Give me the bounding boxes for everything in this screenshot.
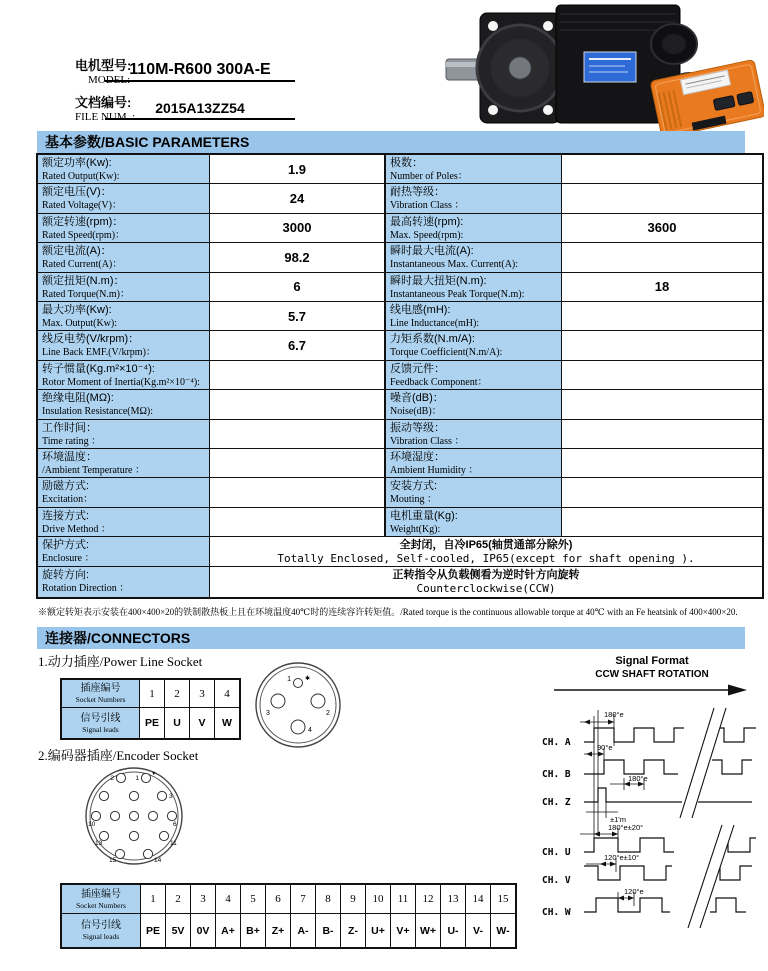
left-parameter-value: 24: [210, 184, 385, 213]
encoder-socket-number-cell: 1: [140, 885, 165, 913]
power-socket-lead-cell: PE: [139, 708, 164, 738]
encoder-socket-lead-cell: V-: [465, 914, 490, 947]
encoder-socket-lead-cell: U-: [440, 914, 465, 947]
rotation-direction-label: 旋转方向: Rotation Direction ：: [38, 567, 210, 597]
encoder-socket-lead-cell: PE: [140, 914, 165, 947]
socket-numbers-header-2: 插座编号 Socket Numbers: [62, 885, 140, 913]
socket-numbers-header: 插座编号 Socket Numbers: [62, 680, 139, 707]
right-parameter-label: 瞬时最大扭矩(N.m): Instantaneous Peak Torque(N.m):: [385, 273, 562, 302]
svg-text:1: 1: [135, 775, 139, 782]
rotation-direction-arrow-icon: [554, 685, 747, 696]
motor-flange-graphic: [477, 13, 563, 123]
right-parameter-label: 噪音(dB)： Noise(dB)：: [385, 390, 562, 419]
encoder-socket-number-cell: 14: [465, 885, 490, 913]
wave-v: [584, 866, 672, 880]
enclosure-row: [38, 537, 762, 567]
encoder-socket-number-cell: 12: [415, 885, 440, 913]
power-socket-number-cell: 4: [214, 680, 239, 707]
power-socket-lead-cell: W: [214, 708, 239, 738]
left-parameter-label: 额定转速(rpm)： Rated Speed(rpm)：: [38, 214, 210, 243]
left-parameter-value: [210, 390, 385, 419]
left-parameter-label: 工作时间： Time rating ：: [38, 420, 210, 449]
power-socket-numbers-row: [62, 680, 239, 707]
dimension-arrows: [584, 720, 644, 901]
encoder-socket-lead-cell: B+: [240, 914, 265, 947]
encoder-socket-number-cell: 9: [340, 885, 365, 913]
encoder-socket-number-cell: 6: [265, 885, 290, 913]
right-parameter-value: [562, 390, 762, 419]
svg-text:10: 10: [88, 821, 96, 828]
encoder-socket-lead-cell: W-: [490, 914, 515, 947]
left-parameter-label: 额定扭矩(N.m)： Rated Torque(N.m)：: [38, 273, 210, 302]
model-label-cn: 电机型号:: [75, 58, 132, 73]
left-parameter-value: [210, 478, 385, 507]
left-parameter-label: 线反电势(V/krpm)： Line Back EMF.(V/krpm)：: [38, 331, 210, 360]
right-parameter-label: 电机重量(Kg): Weight(Kg):: [385, 508, 562, 537]
channel-w-label: CH. W: [542, 907, 571, 918]
model-value: 110M-R600 300A-E: [105, 60, 295, 82]
right-parameter-label: 线电感(mH): Line Inductance(mH):: [385, 302, 562, 331]
svg-text:13: 13: [95, 840, 103, 847]
left-parameter-value: 98.2: [210, 243, 385, 272]
left-parameter-value: 5.7: [210, 302, 385, 331]
power-pin-3: [271, 694, 285, 708]
encoder-socket-diagram: [84, 766, 184, 866]
encoder-socket-number-cell: 4: [215, 885, 240, 913]
channel-b-label: CH. B: [542, 769, 571, 780]
power-socket-diagram: [252, 659, 344, 751]
annotation-b-180e: 180°e: [628, 774, 648, 783]
signal-format-diagram: [540, 650, 768, 950]
right-parameter-label: 环境湿度： Ambient Humidity ：: [385, 449, 562, 478]
encoder-socket-lead-cell: A+: [215, 914, 240, 947]
file-label-cn: 文档编号:: [75, 95, 132, 110]
left-parameter-value: 6.7: [210, 331, 385, 360]
right-parameter-value: [562, 420, 762, 449]
left-parameter-label: 额定电压(V)： Rated Voltage(V)：: [38, 184, 210, 213]
power-socket-number-cell: 1: [139, 680, 164, 707]
power-pin-2-label: 2: [326, 710, 330, 717]
encoder-socket-number-cell: 13: [440, 885, 465, 913]
left-parameter-label: 转子惯量(Kg.m²×10⁻⁴): Rotor Moment of Inertia(Kg.m²×10⁻⁴):: [38, 361, 210, 390]
left-parameter-label: 励磁方式: Excitation：: [38, 478, 210, 507]
enclosure-value: 全封闭，自冷IP65(轴贯通部分除外) Totally Enclosed, Self-cooled, IP65(except for shaft opening ).: [210, 537, 762, 567]
left-parameter-label: 额定功率(Kw): Rated Output(Kw):: [38, 155, 210, 184]
encoder-socket-numbers-row: [62, 885, 515, 913]
annotation-u: 180°e±20°: [608, 823, 644, 832]
wave-z: [584, 788, 682, 802]
right-parameter-label: 瞬时最大电流(A): Instantaneous Max. Current(A):: [385, 243, 562, 272]
annotation-w: 120°e: [624, 887, 644, 896]
signal-title: Signal Format: [615, 655, 689, 667]
power-socket-heading: 1.动力插座/Power Line Socket: [38, 654, 203, 669]
file-label-en: FILE NUM. :: [75, 111, 136, 123]
power-pin-4: [291, 720, 305, 734]
right-parameter-label: 安装方式: Mouting ：: [385, 478, 562, 507]
encoder-socket-table: [60, 883, 517, 949]
encoder-socket-lead-cell: Z+: [265, 914, 290, 947]
parameter-row: [38, 361, 762, 390]
right-parameter-value: [562, 508, 762, 537]
signal-leads-header-2: 信号引线 Signal leads: [62, 914, 140, 947]
motor-nameplate-sticker: [584, 52, 636, 82]
channel-v-label: CH. V: [542, 875, 571, 886]
power-pin-2: [311, 694, 325, 708]
power-pin-1-mark-icon: ✱: [305, 676, 311, 682]
basic-parameters-rows: [38, 155, 762, 537]
parameter-row: [38, 508, 762, 537]
parameter-row: [38, 243, 762, 272]
rotation-direction-value: 正转指令从负载侧看为逆时针方向旋转 Counterclockwise(CCW): [392, 569, 580, 596]
encoder-socket-lead-cell: V+: [390, 914, 415, 947]
right-parameter-label: 极数： Number of Poles：: [385, 155, 562, 184]
encoder-socket-heading: 2.编码器插座/Encoder Socket: [38, 748, 199, 763]
file-number-value: 2015A13ZZ54: [105, 98, 295, 120]
power-socket-lead-cell: V: [189, 708, 214, 738]
power-pin-1: [294, 679, 303, 688]
channel-u-label: CH. U: [542, 847, 571, 858]
basic-parameters-section-title: 基本参数/BASIC PARAMETERS: [37, 131, 745, 153]
left-parameter-value: [210, 508, 385, 537]
encoder-socket-lead-cell: 0V: [190, 914, 215, 947]
power-socket-table: [60, 678, 241, 740]
connectors-section-title: 连接器/CONNECTORS: [37, 627, 745, 649]
encoder-socket-number-cell: 10: [365, 885, 390, 913]
basic-parameters-table: [36, 153, 764, 599]
power-socket-leads-row: [62, 707, 239, 738]
right-parameter-label: 反馈元件： Feedback Component：: [385, 361, 562, 390]
encoder-socket-lead-cell: Z-: [340, 914, 365, 947]
encoder-socket-number-cell: 2: [165, 885, 190, 913]
encoder-socket-lead-cell: B-: [315, 914, 340, 947]
encoder-socket-number-cell: 3: [190, 885, 215, 913]
left-parameter-value: [210, 361, 385, 390]
left-parameter-label: 连接方式: Drive Method ：: [38, 508, 210, 537]
left-parameter-label: 环境温度： /Ambient Temperature ：: [38, 449, 210, 478]
parameter-row: [38, 449, 762, 478]
left-parameter-value: 6: [210, 273, 385, 302]
encoder-socket-number-cell: 8: [315, 885, 340, 913]
parameter-row: [38, 273, 762, 302]
power-pin-3-label: 3: [266, 710, 270, 717]
encoder-socket-lead-cell: A-: [290, 914, 315, 947]
encoder-socket-number-cell: 5: [240, 885, 265, 913]
model-label-en: MODEL:: [88, 74, 131, 86]
right-parameter-value: [562, 449, 762, 478]
right-parameter-value: [562, 243, 762, 272]
encoder-socket-lead-cell: U+: [365, 914, 390, 947]
parameter-row: [38, 478, 762, 507]
right-parameter-label: 耐热等级： Vibration Class ：: [385, 184, 562, 213]
channel-a-label: CH. A: [542, 737, 571, 748]
annotation-z-1m: ±1'm: [610, 815, 626, 824]
svg-text:6: 6: [173, 821, 177, 828]
wave-a: [584, 728, 684, 742]
channel-z-label: CH. Z: [542, 797, 571, 808]
encoder-socket-lead-cell: 5V: [165, 914, 190, 947]
encoder-socket-number-cell: 7: [290, 885, 315, 913]
signal-subtitle: CCW SHAFT ROTATION: [595, 669, 709, 680]
left-parameter-value: [210, 449, 385, 478]
power-pin-1-label: 1: [287, 676, 291, 683]
svg-text:14: 14: [154, 857, 162, 864]
svg-text:3: 3: [169, 793, 173, 800]
right-parameter-value: [562, 155, 762, 184]
left-parameter-label: 绝缘电阻(MΩ): Insulation Resistance(MΩ):: [38, 390, 210, 419]
parameter-row: [38, 184, 762, 213]
right-parameter-value: [562, 331, 762, 360]
wave-u: [584, 838, 674, 852]
right-parameter-label: 最高转速(rpm): Max. Speed(rpm):: [385, 214, 562, 243]
svg-text:15: 15: [109, 857, 117, 864]
right-parameter-label: 力矩系数(N.m/A): Torque Coefficient(N.m/A):: [385, 331, 562, 360]
left-parameter-value: 3000: [210, 214, 385, 243]
encoder-socket-leads-row: [62, 913, 515, 947]
right-parameter-value: 3600: [562, 214, 762, 243]
parameter-row: [38, 155, 762, 184]
encoder-socket-number-cell: 15: [490, 885, 515, 913]
right-parameter-value: [562, 184, 762, 213]
right-parameter-value: [562, 478, 762, 507]
rotation-direction-row: [38, 567, 762, 597]
annotation-b-90e: 90°e: [597, 743, 613, 752]
svg-text:11: 11: [170, 840, 177, 847]
driver-port-2: [737, 92, 754, 106]
signal-leads-header: 信号引线 Signal leads: [62, 708, 139, 738]
power-pin-4-label: 4: [308, 727, 312, 734]
power-socket-number-cell: 2: [164, 680, 189, 707]
encoder-pins: [91, 773, 176, 858]
right-parameter-value: [562, 302, 762, 331]
encoder-pin-1-mark-icon: ▼: [151, 771, 157, 777]
left-parameter-value: [210, 420, 385, 449]
right-parameter-value: [562, 361, 762, 390]
left-parameter-label: 最大功率(Kw): Max. Output(Kw):: [38, 302, 210, 331]
parameter-row: [38, 331, 762, 360]
parameter-row: [38, 302, 762, 331]
svg-text:2: 2: [110, 775, 114, 782]
wave-w: [584, 898, 670, 912]
parameter-row: [38, 390, 762, 419]
power-socket-number-cell: 3: [189, 680, 214, 707]
enclosure-label: 保护方式: Enclosure ：: [38, 537, 210, 567]
power-socket-lead-cell: U: [164, 708, 189, 738]
annotation-a-180e: 180°e: [604, 710, 624, 719]
parameter-row: [38, 214, 762, 243]
left-parameter-label: 额定电流(A)： Rated Current(A)：: [38, 243, 210, 272]
encoder-socket-number-cell: 11: [390, 885, 415, 913]
right-parameter-label: 振动等级： Vibration Class ：: [385, 420, 562, 449]
product-photo: [442, 0, 764, 132]
annotation-v: 120°e±10°: [604, 853, 640, 862]
rated-torque-note: ※额定转矩表示安装在400×400×20的铁制散热板上且在环境温度40℃时的连续容许转矩值。/Rated torque is the continuous allowable torque at 40℃ with an Fe heatsink of 400×400×20.: [38, 607, 738, 617]
encoder-socket-lead-cell: W+: [415, 914, 440, 947]
parameter-row: [38, 420, 762, 449]
right-parameter-value: 18: [562, 273, 762, 302]
left-parameter-value: 1.9: [210, 155, 385, 184]
